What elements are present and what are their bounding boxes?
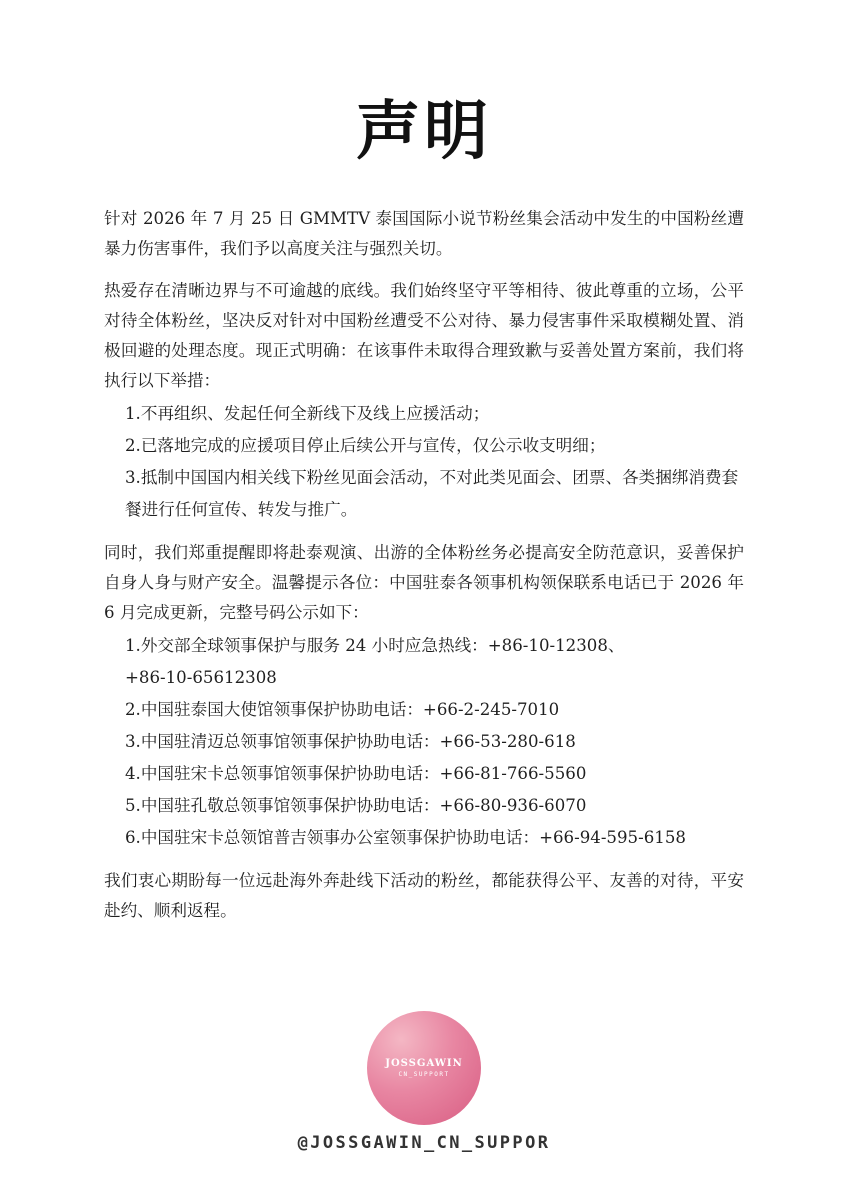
- list-item: 3.抵制中国国内相关线下粉丝见面会活动，不对此类见面会、团票、各类捆绑消费套餐进行任何宣传、转发与推广。: [125, 468, 739, 519]
- list-item: 2.已落地完成的应援项目停止后续公开与宣传，仅公示收支明细；: [125, 436, 606, 455]
- social-handle: @JOSSGAWIN_CN_SUPPOR: [297, 1133, 551, 1153]
- list-item: 2.中国驻泰国大使馆领事保护协助电话：+66-2-245-7010: [125, 700, 560, 719]
- measures-list: [104, 398, 744, 526]
- page-title: 声明: [356, 94, 492, 169]
- list-item: 3.中国驻清迈总领事馆领事保护协助电话：+66-53-280-618: [125, 732, 576, 751]
- safety-paragraph: 同时，我们郑重提醒即将赴泰观演、出游的全体粉丝务必提高安全防范意识，妥善保护自身人身与财产安全。温馨提示各位：中国驻泰各领事机构领保联系电话已于 2026 年 6 月完成更新，完整号码公示如下：: [104, 543, 744, 622]
- intro-paragraph: 针对 2026 年 7 月 25 日 GMMTV 泰国国际小说节粉丝集会活动中发生的中国粉丝遭暴力伤害事件，我们予以高度关注与强烈关切。: [104, 209, 744, 258]
- closing-paragraph: 我们衷心期盼每一位远赴海外奔赴线下活动的粉丝，都能获得公平、友善的对待，平安赴约、顺利返程。: [104, 871, 744, 920]
- logo-text: JOSSGAWIN: [385, 1057, 463, 1069]
- list-item: 1.外交部全球领事保护与服务 24 小时应急热线：+86-10-12308、: [125, 636, 625, 655]
- contacts-list: [104, 630, 744, 854]
- logo-subtext: CN_SUPPORT: [398, 1070, 450, 1078]
- list-item: 1.不再组织、发起任何全新线下及线上应援活动；: [125, 404, 490, 423]
- statement-body: [104, 204, 744, 938]
- logo: [367, 1011, 481, 1125]
- list-item: 6.中国驻宋卡总领馆普吉领事办公室领事保护协助电话：+66-94-595-6158: [125, 828, 686, 847]
- list-item: 4.中国驻宋卡总领事馆领事保护协助电话：+66-81-766-5560: [125, 764, 587, 783]
- stance-paragraph: 热爱存在清晰边界与不可逾越的底线。我们始终坚守平等相待、彼此尊重的立场，公平对待全体粉丝，坚决反对针对中国粉丝遭受不公对待、暴力侵害事件采取模糊处置、消极回避的处理态度。现正式明确：在该事件未取得合理致歉与妥善处置方案前，我们将执行以下举措：: [104, 281, 744, 390]
- list-item-continuation: +86-10-65612308: [125, 668, 277, 687]
- list-item: 5.中国驻孔敬总领事馆领事保护协助电话：+66-80-936-6070: [125, 796, 587, 815]
